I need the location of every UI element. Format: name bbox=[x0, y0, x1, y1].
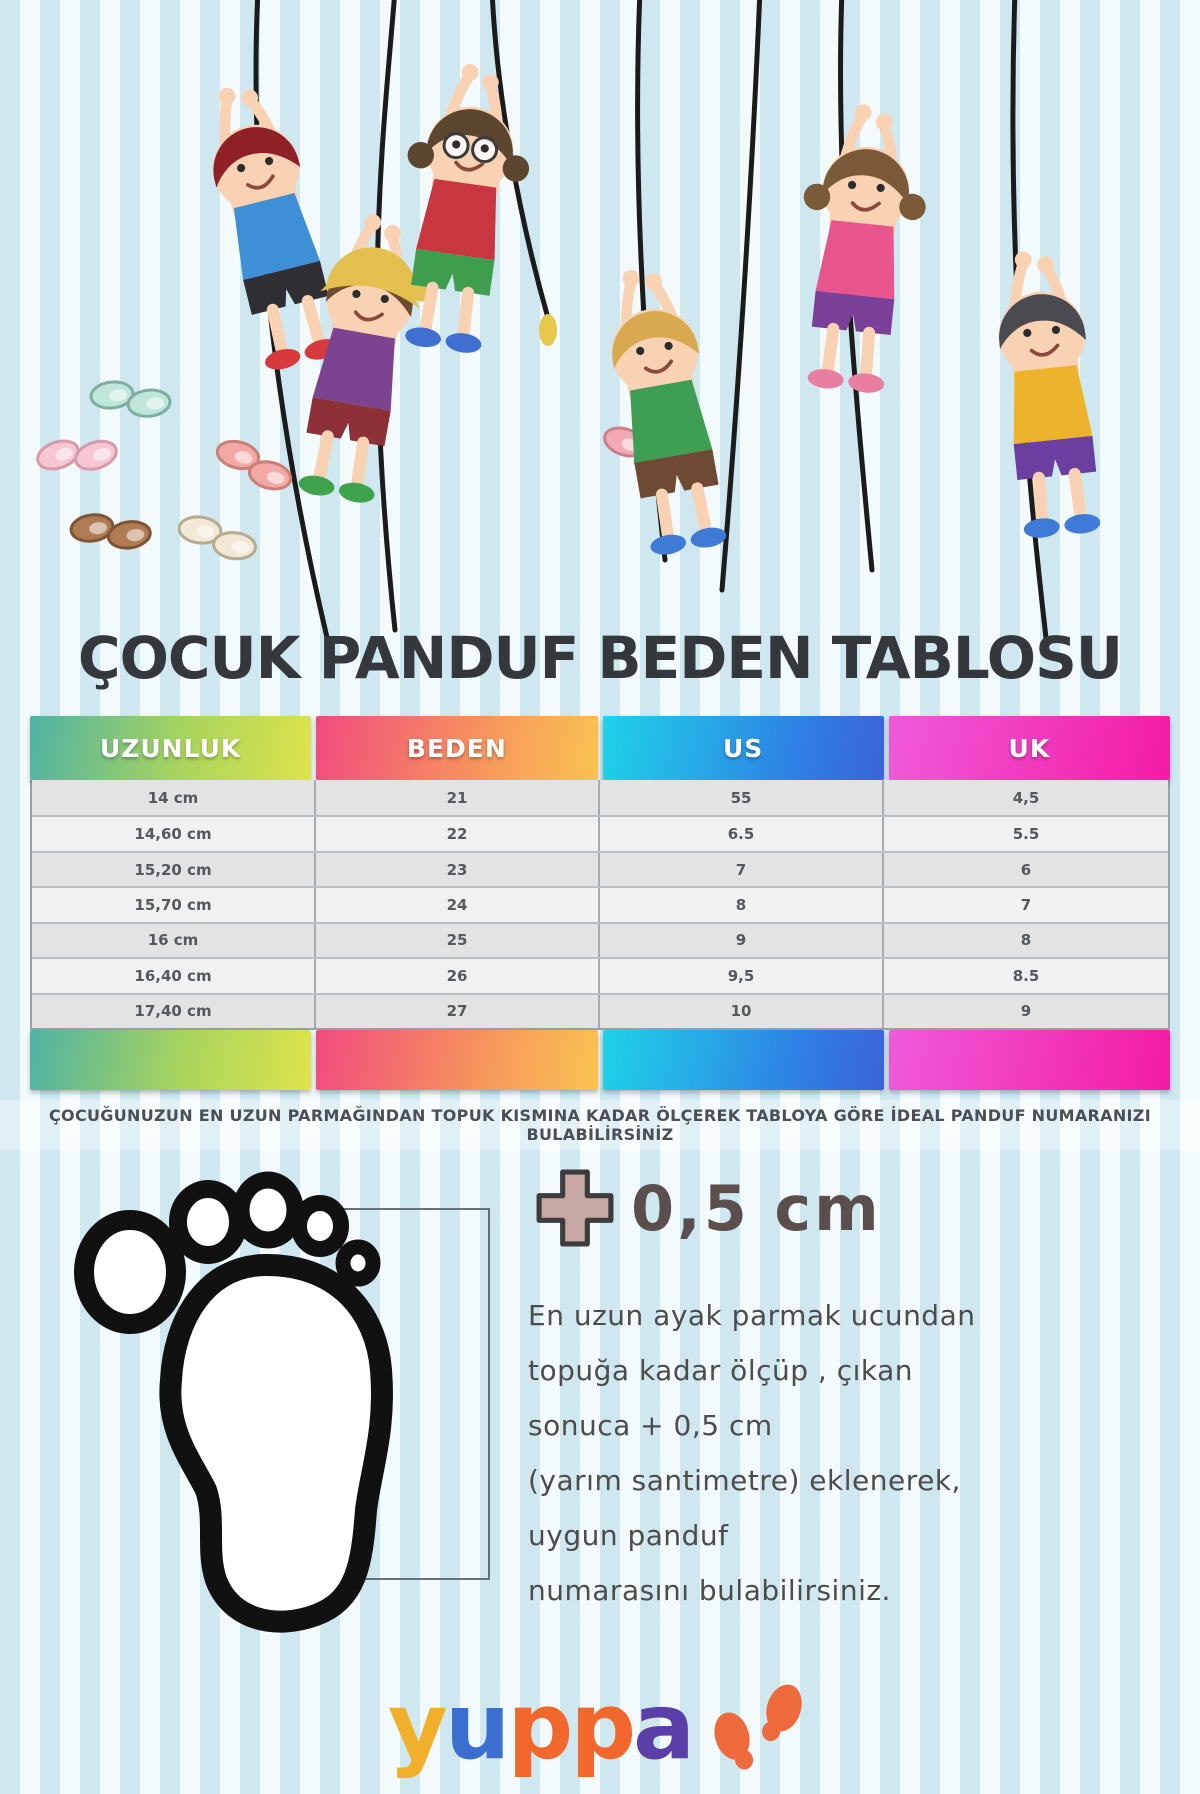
logo-letter: y bbox=[387, 1672, 445, 1780]
baby-shoes-illustration bbox=[177, 515, 259, 561]
table-row bbox=[32, 815, 1168, 850]
table-cell: 27 bbox=[316, 995, 600, 1028]
table-header-us: US bbox=[603, 716, 884, 780]
table-cell: 25 bbox=[316, 924, 600, 957]
measure-section bbox=[0, 1150, 1200, 1680]
table-body bbox=[30, 780, 1170, 1030]
table-cell: 55 bbox=[600, 780, 884, 815]
table-cell: 7 bbox=[1020, 895, 1032, 914]
table-row bbox=[32, 886, 1168, 921]
table-cell: 15,70 cm bbox=[32, 888, 316, 921]
plus-half-cm bbox=[535, 1168, 882, 1248]
measure-line: (yarım santimetre) eklenerek, bbox=[528, 1464, 961, 1497]
table-row bbox=[32, 851, 1168, 886]
table-row bbox=[32, 993, 1168, 1028]
baby-shoes-illustration bbox=[34, 425, 120, 485]
table-cell: 10 bbox=[600, 995, 884, 1028]
table-cell: 5.5 bbox=[1012, 825, 1040, 844]
table-cell: 14 cm bbox=[32, 780, 316, 815]
plus-value-text: 0,5 cm bbox=[631, 1171, 882, 1245]
table-cell: 17,40 cm bbox=[32, 995, 316, 1028]
kid-blond-green-shirt bbox=[598, 261, 733, 558]
measure-line: uygun panduf bbox=[528, 1519, 729, 1552]
measure-instructions bbox=[528, 1288, 1128, 1618]
table-cell: 8.5 bbox=[1012, 966, 1040, 985]
footer-gradient-beden bbox=[316, 1030, 597, 1090]
table-cell: 14,60 cm bbox=[32, 817, 316, 850]
table-row bbox=[32, 780, 1168, 815]
table-cell: 15,20 cm bbox=[32, 853, 316, 886]
table-cell: 6.5 bbox=[600, 817, 884, 850]
table-cell: 24 bbox=[316, 888, 600, 921]
table-cell: 22 bbox=[316, 817, 600, 850]
table-cell: 16 cm bbox=[32, 924, 316, 957]
logo-letter: u bbox=[444, 1672, 508, 1780]
rope-illustration bbox=[722, 0, 760, 590]
logo-letter: p bbox=[507, 1672, 571, 1780]
plus-icon bbox=[535, 1168, 615, 1248]
footer-gradient-us bbox=[603, 1030, 884, 1090]
measure-line: En uzun ayak parmak ucundan bbox=[528, 1299, 976, 1332]
measuring-note: ÇOCUĞUNUZUN EN UZUN PARMAĞINDAN TOPUK KISMINA KADAR ÖLÇEREK TABLOYA GÖRE İDEAL PANDUF NUMARANIZI BULABİLİRSİNİZ bbox=[0, 1100, 1200, 1150]
baby-shoes-illustration bbox=[69, 507, 152, 555]
baby-shoes-illustration bbox=[212, 437, 297, 493]
page-title: ÇOCUK PANDUF BEDEN TABLOSU bbox=[78, 624, 1122, 692]
table-cell: 23 bbox=[316, 853, 600, 886]
girl-pink-shirt bbox=[784, 99, 936, 397]
baby-shoes-illustration bbox=[90, 376, 172, 422]
table-cell: 7 bbox=[600, 853, 884, 886]
measure-line: numarasını bulabilirsiniz. bbox=[528, 1574, 891, 1607]
table-cell: 21 bbox=[316, 780, 600, 815]
logo-letter: p bbox=[570, 1672, 634, 1780]
logo-letter: a bbox=[633, 1672, 693, 1780]
table-cell: 9,5 bbox=[600, 959, 884, 992]
footer-gradient-uk bbox=[889, 1030, 1170, 1090]
size-table bbox=[30, 716, 1170, 1090]
table-cell: 9 bbox=[600, 924, 884, 957]
table-header-row bbox=[30, 716, 1170, 780]
kid-yellow-shirt bbox=[990, 246, 1106, 540]
measure-line: sonuca + 0,5 cm bbox=[528, 1409, 773, 1442]
climbing-kids-illustration bbox=[0, 0, 1200, 640]
table-row bbox=[32, 922, 1168, 957]
logo-wordmark bbox=[387, 1672, 693, 1780]
table-cell: 8 bbox=[600, 888, 884, 921]
table-cell: 6 bbox=[1020, 860, 1032, 879]
table-footer-bar bbox=[30, 1030, 1170, 1090]
measure-line: topuğa kadar ölçüp , çıkan bbox=[528, 1354, 914, 1387]
foot-icon bbox=[66, 1170, 411, 1645]
table-header-uk: UK bbox=[889, 716, 1170, 780]
table-header-uzunluk: UZUNLUK bbox=[30, 716, 311, 780]
brand-logo bbox=[0, 1672, 1200, 1780]
table-header-beden: BEDEN bbox=[316, 716, 597, 780]
table-cell: 8 bbox=[1020, 931, 1032, 950]
rope-tassel bbox=[539, 314, 557, 346]
table-cell: 9 bbox=[1020, 1002, 1032, 1021]
table-cell: 26 bbox=[316, 959, 600, 992]
table-cell: 4,5 bbox=[1012, 788, 1040, 807]
footer-gradient-uzunluk bbox=[30, 1030, 311, 1090]
footprints-icon bbox=[702, 1678, 812, 1770]
table-row bbox=[32, 957, 1168, 992]
table-cell: 16,40 cm bbox=[32, 959, 316, 992]
